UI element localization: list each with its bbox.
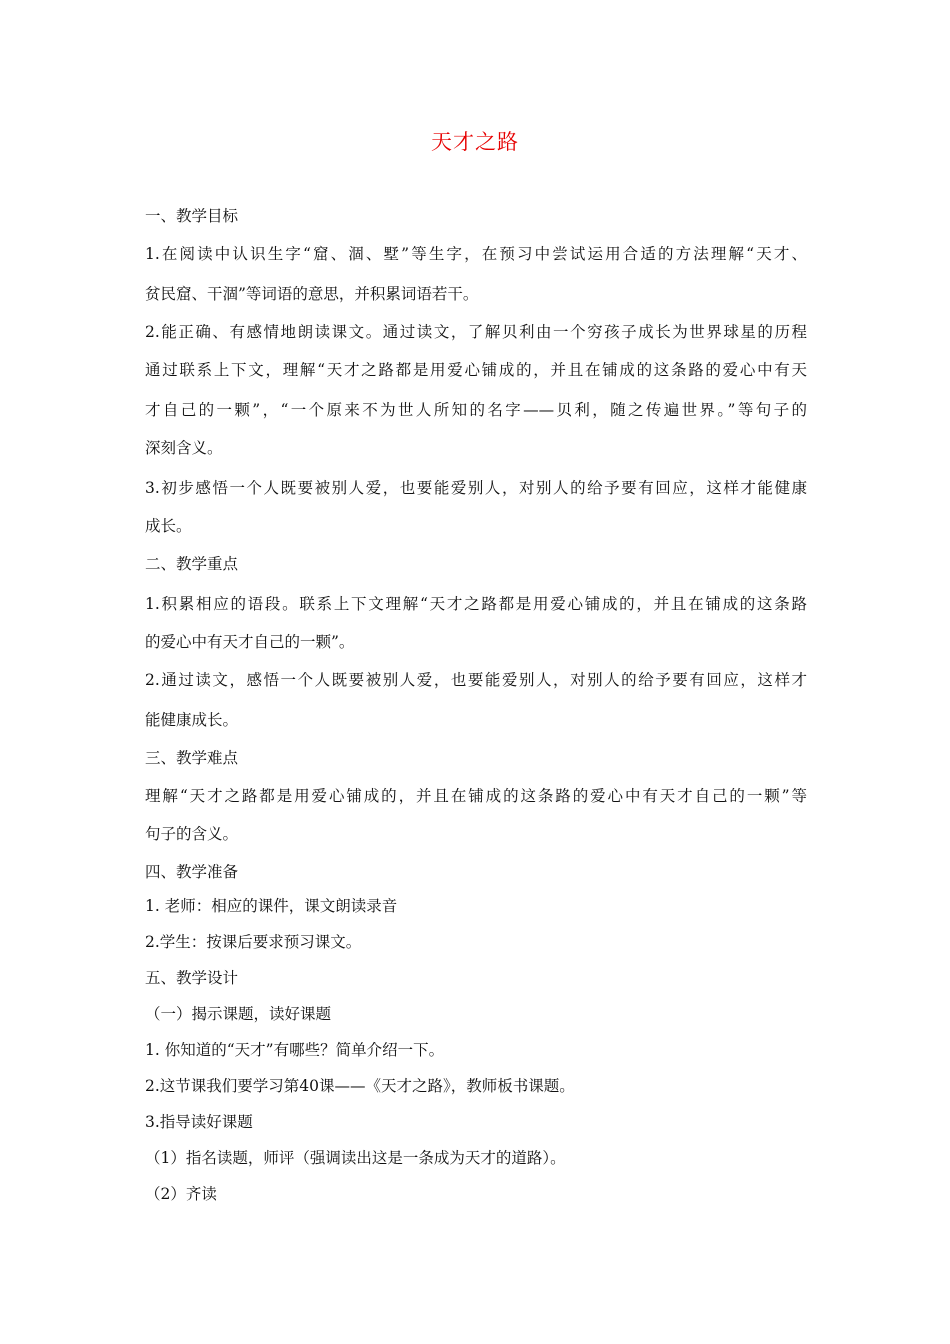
paragraph-line: 1.在阅读中认识生字“窟、涸、墅”等生字，在预习中尝试运用合适的方法理解“天才、: [145, 245, 807, 263]
paragraph-line: 1. 老师：相应的课件，课文朗读录音: [145, 897, 398, 915]
paragraph-line: 通过联系上下文，理解“天才之路都是用爱心铺成的，并且在铺成的这条路的爱心中有天: [145, 361, 807, 379]
paragraph-line: 句子的含义。: [145, 825, 239, 843]
section-heading-goals: 一、教学目标: [145, 207, 239, 225]
paragraph-line: 1. 你知道的“天才”有哪些？简单介绍一下。: [145, 1041, 445, 1059]
paragraph-line: （1）指名读题，师评（强调读出这是一条成为天才的道路）。: [145, 1149, 566, 1167]
page-title: 天才之路: [431, 130, 519, 154]
paragraph-line: 3.初步感悟一个人既要被别人爱，也要能爱别人，对别人的给予要有回应，这样才能健康: [145, 479, 807, 497]
paragraph-line: 理解“天才之路都是用爱心铺成的，并且在铺成的这条路的爱心中有天才自己的一颗”等: [145, 787, 807, 805]
paragraph-line: 的爱心中有天才自己的一颗”。: [145, 633, 355, 651]
paragraph-line: 能健康成长。: [145, 711, 239, 729]
paragraph-line: 贫民窟、干涸”等词语的意思，并积累词语若干。: [145, 285, 479, 303]
paragraph-line: 深刻含义。: [145, 439, 223, 457]
section-heading-difficulties: 三、教学难点: [145, 749, 239, 767]
paragraph-line: 3.指导读好课题: [145, 1113, 253, 1131]
paragraph-line: 才自己的一颗”，“一个原来不为世人所知的名字——贝利，随之传遍世界。”等句子的: [145, 401, 807, 419]
paragraph-line: 2.这节课我们要学习第40课——《天才之路》，教师板书课题。: [145, 1077, 575, 1095]
paragraph-line: 1.积累相应的语段。联系上下文理解“天才之路都是用爱心铺成的，并且在铺成的这条路: [145, 595, 807, 613]
section-heading-key-points: 二、教学重点: [145, 555, 239, 573]
subsection-heading: （一）揭示课题，读好课题: [145, 1005, 332, 1023]
paragraph-line: 2.能正确、有感情地朗读课文。通过读文，了解贝利由一个穷孩子成长为世界球星的历程: [145, 323, 807, 341]
section-heading-preparation: 四、教学准备: [145, 863, 239, 881]
paragraph-line: （2）齐读: [145, 1185, 217, 1203]
section-heading-design: 五、教学设计: [145, 969, 239, 987]
paragraph-line: 2.通过读文，感悟一个人既要被别人爱，也要能爱别人，对别人的给予要有回应，这样才: [145, 671, 807, 689]
paragraph-line: 成长。: [145, 517, 192, 535]
paragraph-line: 2.学生：按课后要求预习课文。: [145, 933, 362, 951]
